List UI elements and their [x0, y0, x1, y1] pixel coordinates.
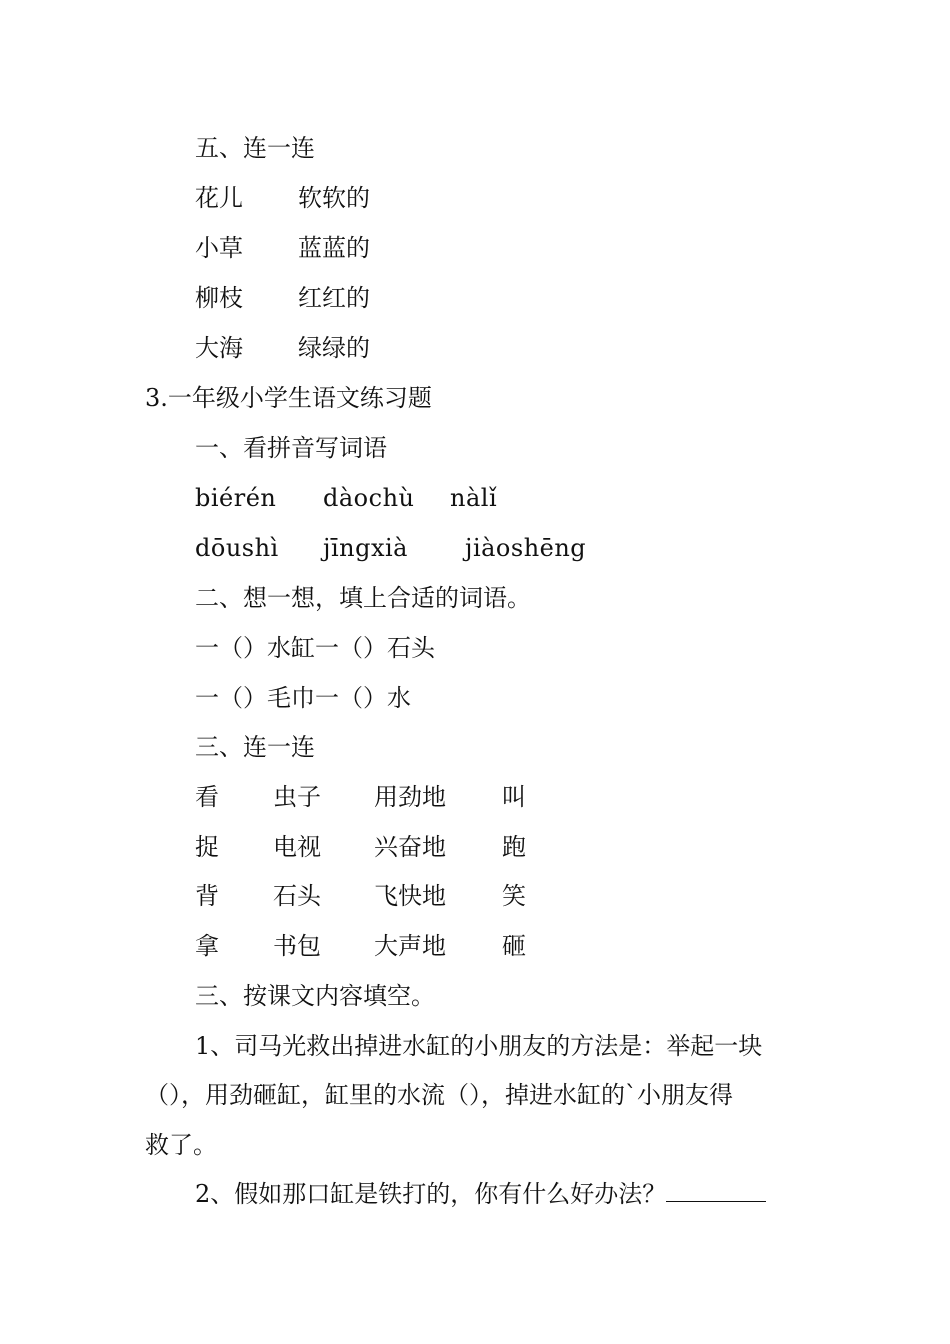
part3-heading: 三、连一连	[195, 733, 315, 761]
pinyin-daochu: dàochù	[323, 484, 415, 512]
match-adverb-2: 兴奋地	[374, 833, 446, 861]
match-left-4: 大海	[195, 334, 243, 362]
match-noun-2: 电视	[273, 833, 321, 861]
match-adverb-1: 用劲地	[374, 783, 446, 811]
match-right-4: 绿绿的	[298, 334, 370, 362]
match-action-4: 砸	[502, 932, 526, 960]
question1-line3: 救了。	[145, 1131, 217, 1159]
part2-heading: 二、想一想，填上合适的词语。	[195, 584, 531, 612]
match-adverb-3: 飞快地	[374, 882, 446, 910]
pinyin-jiaosheng: jiàoshēng	[465, 534, 587, 562]
part1-heading: 一、看拼音写词语	[195, 434, 387, 462]
part2-line1: 一（）水缸一（）石头	[195, 634, 435, 662]
exercise-title: 3.一年级小学生语文练习题	[145, 384, 432, 412]
match-verb-3: 背	[195, 882, 219, 910]
match-noun-4: 书包	[273, 932, 321, 960]
answer-blank[interactable]	[666, 1181, 766, 1202]
section5-heading: 五、连一连	[195, 134, 315, 162]
match-action-2: 跑	[502, 833, 526, 861]
match-left-3: 柳枝	[195, 284, 243, 312]
match-right-1: 软软的	[298, 184, 370, 212]
pinyin-nali: nàlǐ	[450, 484, 498, 512]
match-noun-3: 石头	[273, 882, 321, 910]
match-left-1: 花儿	[195, 184, 243, 212]
match-left-2: 小草	[195, 234, 243, 262]
match-action-3: 笑	[502, 882, 526, 910]
question1-line1: 1、司马光救出掉进水缸的小朋友的方法是：举起一块	[195, 1032, 763, 1060]
match-noun-1: 虫子	[273, 783, 321, 811]
match-action-1: 叫	[502, 783, 526, 811]
pinyin-doushi: dōushì	[195, 534, 279, 562]
part2-line2: 一（）毛巾一（）水	[195, 684, 411, 712]
question2-line	[195, 1178, 766, 1210]
match-adverb-4: 大声地	[374, 932, 446, 960]
match-verb-4: 拿	[195, 932, 219, 960]
match-right-3: 红红的	[298, 284, 370, 312]
match-verb-2: 捉	[195, 833, 219, 861]
match-right-2: 蓝蓝的	[298, 234, 370, 262]
pinyin-jingxia: jīngxià	[323, 534, 408, 562]
question1-line2: （），用劲砸缸，缸里的水流（），掉进水缸的`小朋友得	[145, 1081, 733, 1109]
pinyin-bieren: biérén	[195, 484, 277, 512]
part4-heading: 三、按课文内容填空。	[195, 982, 435, 1010]
match-verb-1: 看	[195, 783, 219, 811]
question2-text: 2、假如那口缸是铁打的，你有什么好办法？	[195, 1180, 667, 1208]
